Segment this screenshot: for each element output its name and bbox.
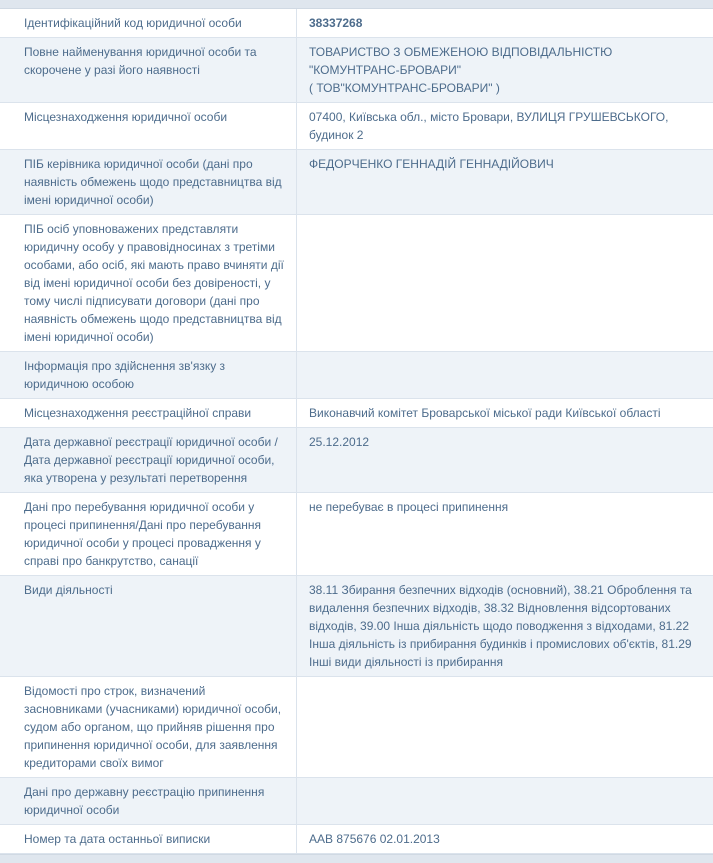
table-row: [0, 778, 713, 825]
field-value: Виконавчий комітет Броварської міської ради Київської області: [297, 399, 713, 428]
table-row: [0, 399, 713, 428]
field-value: 07400, Київська обл., місто Бровари, ВУЛИЦЯ ГРУШЕВСЬКОГО, будинок 2: [297, 103, 713, 150]
top-band: [0, 0, 713, 9]
field-value: [297, 677, 713, 778]
record-table: [0, 9, 713, 854]
table-row: [0, 677, 713, 778]
table-row: [0, 38, 713, 103]
table-row: [0, 493, 713, 576]
table-row: [0, 428, 713, 493]
bottom-band: [0, 854, 713, 863]
field-value: 38337268: [297, 9, 713, 38]
table-row: [0, 352, 713, 399]
field-label: Номер та дата останньої виписки: [0, 825, 297, 854]
field-label: Повне найменування юридичної особи та скорочене у разі його наявності: [0, 38, 297, 103]
field-value: [297, 352, 713, 399]
table-row: [0, 215, 713, 352]
field-value: [297, 778, 713, 825]
field-value: не перебуває в процесі припинення: [297, 493, 713, 576]
field-value: ТОВАРИСТВО З ОБМЕЖЕНОЮ ВІДПОВІДАЛЬНІСТЮ "КОМУНТРАНС-БРОВАРИ" ( ТОВ"КОМУНТРАНС-БРОВАРИ" ): [297, 38, 713, 103]
field-label: Місцезнаходження юридичної особи: [0, 103, 297, 150]
table-row: [0, 576, 713, 677]
field-value: 25.12.2012: [297, 428, 713, 493]
field-label: Місцезнаходження реєстраційної справи: [0, 399, 297, 428]
field-label: Відомості про строк, визначений засновниками (учасниками) юридичної особи, судом або органом, що прийняв рішення про припинення юридичної особи, для заявлення кредиторами своїх вимог: [0, 677, 297, 778]
field-label: Ідентифікаційний код юридичної особи: [0, 9, 297, 38]
field-value: [297, 215, 713, 352]
table-row: [0, 825, 713, 854]
field-label: Дані про перебування юридичної особи у процесі припинення/Дані про перебування юридичної особи у процесі провадження у справі про банкрутство, санації: [0, 493, 297, 576]
field-value: ААВ 875676 02.01.2013: [297, 825, 713, 854]
field-label: ПІБ керівника юридичної особи (дані про наявність обмежень щодо представництва від імені юридичної особи): [0, 150, 297, 215]
field-label: Дані про державну реєстрацію припинення юридичної особи: [0, 778, 297, 825]
table-row: [0, 9, 713, 38]
table-row: [0, 103, 713, 150]
field-label: Інформація про здійснення зв'язку з юридичною особою: [0, 352, 297, 399]
field-label: Дата державної реєстрації юридичної особи / Дата державної реєстрації юридичної особи, яка утворена у результаті перетворення: [0, 428, 297, 493]
field-value: ФЕДОРЧЕНКО ГЕННАДІЙ ГЕННАДІЙОВИЧ: [297, 150, 713, 215]
field-label: Види діяльності: [0, 576, 297, 677]
field-label: ПІБ осіб уповноважених представляти юридичну особу у правовідносинах з третіми особами, або осіб, які мають право вчиняти дії від імені юридичної особи без довіреності, у тому числі підписувати договори (дані про наявність обмежень щодо представництва від імені юридичної особи): [0, 215, 297, 352]
field-value: 38.11 Збирання безпечних відходів (основний), 38.21 Оброблення та видалення безпечних відходів, 38.32 Відновлення відсортованих відходів, 39.00 Інша діяльність щодо поводження з відходами, 81.22 Інша діяльність із прибирання будинків і промислових об'єктів, 81.29 Інші види діяльності із прибирання: [297, 576, 713, 677]
table-row: [0, 150, 713, 215]
